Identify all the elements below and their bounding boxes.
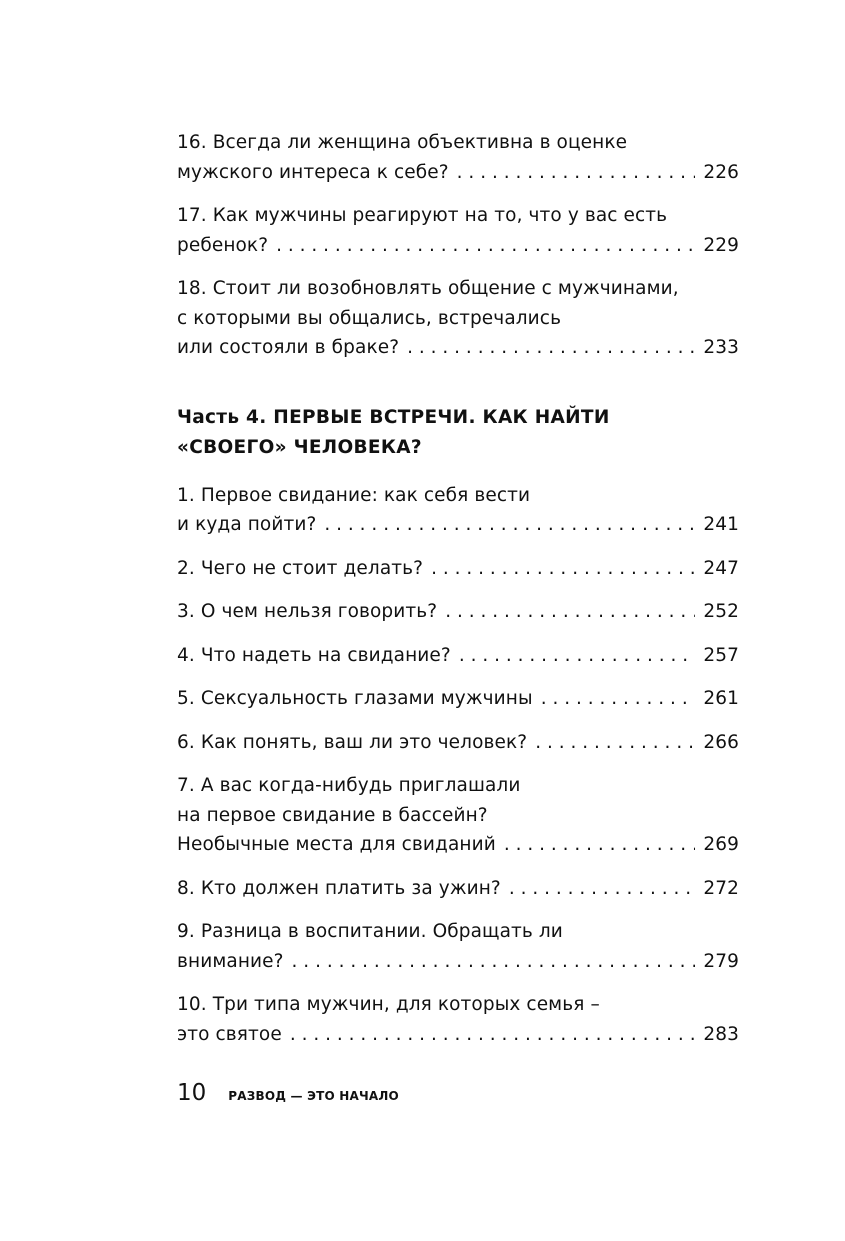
toc-entry-final-line — [177, 641, 739, 671]
dot-leader — [457, 158, 695, 188]
toc-entry-line: или состояли в браке? — [177, 337, 400, 358]
toc-page-number: 266 — [703, 731, 739, 753]
table-of-contents — [177, 128, 739, 1063]
toc-entry — [177, 874, 739, 904]
page-footer — [177, 1080, 399, 1106]
toc-entry-final-line — [177, 830, 739, 860]
dot-leader — [290, 1020, 695, 1050]
part-heading-line-1: Часть 4. ПЕРВЫЕ ВСТРЕЧИ. КАК НАЙТИ — [177, 406, 610, 428]
running-title: РАЗВОД — ЭТО НАЧАЛО — [228, 1089, 399, 1103]
toc-entry-final-line — [177, 510, 739, 540]
toc-page-number: 269 — [703, 834, 739, 855]
toc-entry-final-line — [177, 728, 739, 758]
toc-page-number: 229 — [703, 234, 739, 256]
toc-entry-final-line — [177, 597, 739, 627]
toc-entry-final-line — [177, 158, 739, 188]
toc-page-number: 272 — [703, 877, 739, 899]
toc-entry — [177, 684, 739, 714]
toc-page-number: 241 — [703, 514, 739, 535]
toc-entry-final-line — [177, 874, 739, 904]
toc-entry-final-line — [177, 231, 739, 261]
dot-leader — [541, 684, 695, 714]
toc-entry-line: с которыми вы общались, встречались — [177, 307, 562, 329]
toc-entry-line: 7. А вас когда-нибудь приглашали — [177, 775, 521, 796]
toc-entry-line: 17. Как мужчины реагируют на то, что у вас есть — [177, 205, 668, 226]
toc-entry — [177, 990, 739, 1049]
toc-entry — [177, 201, 739, 260]
toc-section-after — [177, 481, 739, 1050]
dot-leader — [292, 947, 695, 977]
toc-entry-line: внимание? — [177, 950, 284, 972]
toc-entry — [177, 128, 739, 187]
toc-entry — [177, 597, 739, 627]
toc-page-number: 252 — [703, 601, 739, 622]
toc-entry-line: 1. Первое свидание: как себя вести — [177, 484, 531, 506]
toc-entry-line: ребенок? — [177, 234, 269, 256]
toc-entry-final-line — [177, 333, 739, 363]
dot-leader — [431, 554, 695, 584]
toc-entry — [177, 771, 739, 860]
page-number: 10 — [177, 1080, 207, 1106]
toc-entry-line: 16. Всегда ли женщина объективна в оценке — [177, 132, 628, 153]
toc-entry — [177, 481, 739, 540]
toc-entry — [177, 274, 739, 363]
part-heading — [177, 403, 739, 463]
toc-page-number: 261 — [703, 688, 739, 709]
toc-entry-final-line — [177, 554, 739, 584]
toc-entry — [177, 641, 739, 671]
toc-entry-line: 4. Что надеть на свидание? — [177, 644, 451, 666]
toc-entry-line: Необычные места для свиданий — [177, 834, 496, 855]
toc-page-number: 226 — [703, 161, 739, 183]
dot-leader — [535, 728, 695, 758]
dot-leader — [407, 333, 695, 363]
part-heading-line-2: «СВОЕГО» ЧЕЛОВЕКА? — [177, 436, 422, 458]
dot-leader — [445, 597, 695, 627]
toc-entry-line: 9. Разница в воспитании. Обращать ли — [177, 921, 563, 942]
toc-page-number: 233 — [703, 337, 739, 358]
toc-entry-line: 10. Три типа мужчин, для которых семья – — [177, 994, 600, 1015]
toc-entry-line: мужского интереса к себе? — [177, 161, 449, 183]
dot-leader — [276, 231, 695, 261]
toc-entry-final-line — [177, 947, 739, 977]
toc-entry — [177, 728, 739, 758]
toc-entry-final-line — [177, 1020, 739, 1050]
toc-entry-line: 6. Как понять, ваш ли это человек? — [177, 731, 528, 753]
toc-entry-line: 8. Кто должен платить за ужин? — [177, 877, 501, 899]
toc-entry — [177, 917, 739, 976]
toc-entry-line: 3. О чем нельзя говорить? — [177, 601, 438, 622]
toc-entry-line: 5. Сексуальность глазами мужчины — [177, 688, 533, 709]
toc-entry-line: 2. Чего не стоит делать? — [177, 557, 424, 579]
dot-leader — [324, 510, 695, 540]
dot-leader — [509, 874, 695, 904]
toc-section-before — [177, 128, 739, 363]
toc-entry-line: 18. Стоит ли возобновлять общение с мужчинами, — [177, 278, 679, 299]
toc-page-number: 247 — [703, 557, 739, 579]
toc-entry — [177, 554, 739, 584]
toc-page-number: 279 — [703, 950, 739, 972]
toc-page-number: 257 — [703, 644, 739, 666]
toc-page-number: 283 — [703, 1023, 739, 1045]
dot-leader — [504, 830, 695, 860]
dot-leader — [459, 641, 695, 671]
toc-entry-line: и куда пойти? — [177, 514, 317, 535]
toc-entry-line: на первое свидание в бассейн? — [177, 804, 488, 826]
toc-entry-final-line — [177, 684, 739, 714]
toc-entry-line: это святое — [177, 1023, 282, 1045]
